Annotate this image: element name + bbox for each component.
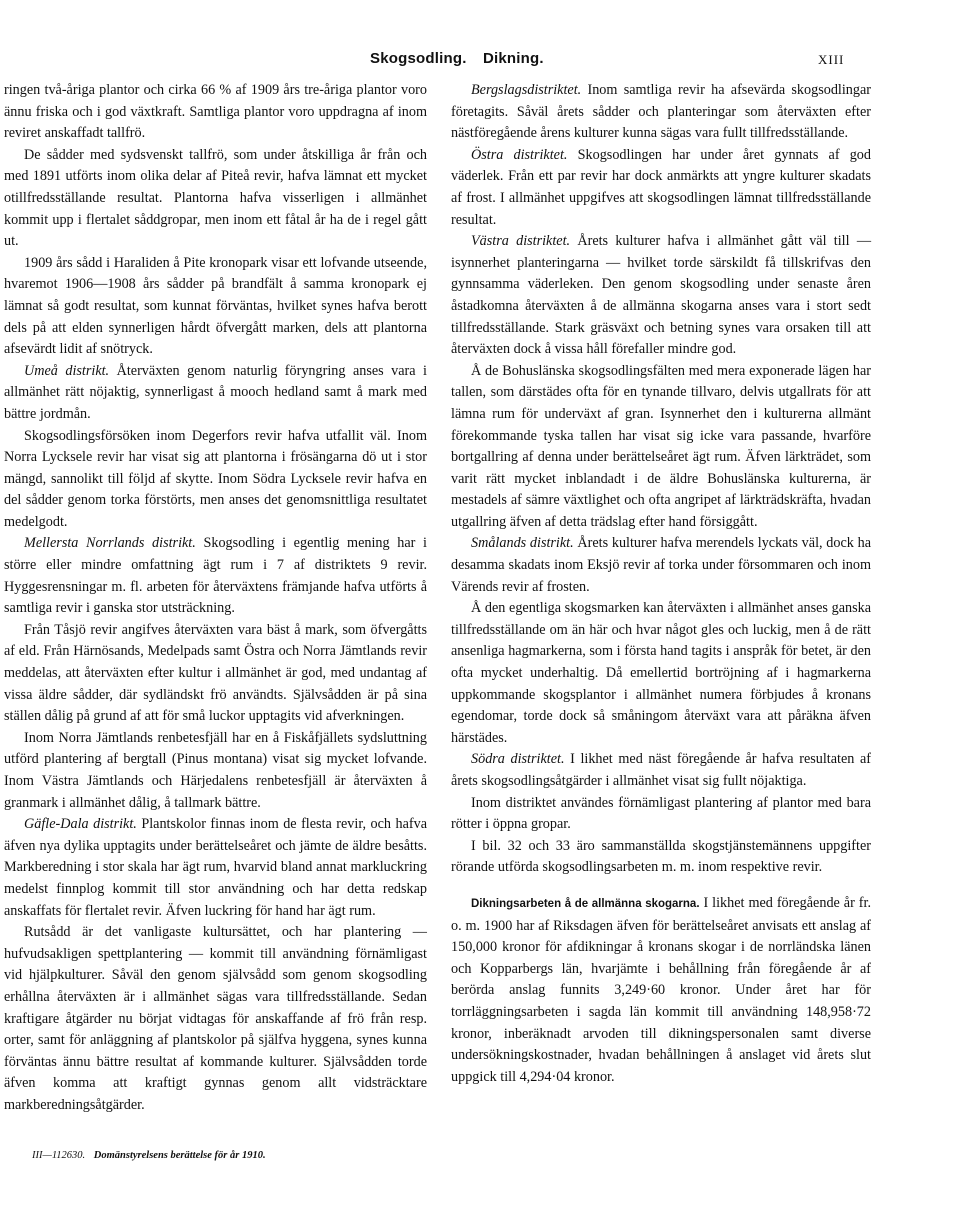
paragraph bbox=[4, 533, 427, 619]
paragraph-text: ringen två-åriga plantor och cirka 66 % af 1909 års tre-åriga plantor voro ännu friska och i god växtkraft. Samtliga plantor voro uppdragna af inom reviret anskaffadt tallfrö. bbox=[4, 82, 427, 142]
paragraph bbox=[4, 620, 427, 728]
paragraph-text: Plantskolor finnas inom de flesta revir, och hafva äfven nya dylika upptagits under berättelseåret och jämte de äldre besåtts. Markberedning i stor skala har ägt rum, hvarvid bland annat markluckring medelst finnplog kommit till stor användning och har detta redskap anskaffats för flertalet revir. Äfven luckring för hand har ägt rum. bbox=[4, 816, 427, 919]
running-title-left: Skogsodling. bbox=[370, 50, 467, 67]
paragraph bbox=[451, 145, 871, 231]
district-name: Smålands distrikt. bbox=[471, 535, 574, 552]
footer bbox=[32, 1150, 266, 1161]
paragraph-text: Rutsådd är det vanligaste kultursättet, och har plantering — hufvudsakligen spettplantering — kommit till användning förnämligast vid hjälpkulturer. Såväl den genom självsådd som genom skogsodling erhållna återväxten är i allmänhet sägas vara tillfredsställande. Sedan kraftigare åtgärder nu börjat vidtagas för anskaffande af frö från resp. orter, samt för anläggning af plantskolor på själfva hyggena, synes kunna förväntas ännu bättre resultat af kommande kulturer. Självsådden torde äfven komma att kraftigt gynnas genom allt vidsträcktare markberedningsåtgärder. bbox=[4, 924, 427, 1113]
page-header bbox=[0, 50, 960, 74]
left-column bbox=[4, 80, 427, 1117]
paragraph-text: Inom samtliga revir ha afsevärda skogsodlingar företagits. Såväl årets sådder och planteringar som återväxten efter nästföregående årens kulturer kunna sägas vara fullt tillfredsställande. bbox=[451, 82, 871, 142]
district-name: Mellersta Norrlands distrikt. bbox=[24, 535, 196, 552]
paragraph bbox=[451, 749, 871, 792]
paragraph-text: Å de Bohuslänska skogsodlingsfälten med mera exponerade lägen har tallen, som därstädes ofta för en tynande tillvaro, delvis utgallrats för att lämna rum för underväxt af gran. Isynnerhet den i kulturerna allmänt förekommande tyska tallen har visat sig icke vara passande, hvarföre bortgallring af denna under berättelseåret ägt rum. Äfven lärkträdet, som varit rätt mycket inblandadt i de äldre Bohuslänska kulturerna, är mestadels af sämre växtlighet och ofta angripet af lärkträdskräfta, hvadan utgallring äfven af detta trädslag efter hand försiggått. bbox=[451, 362, 871, 530]
running-title-right: Dikning. bbox=[482, 50, 544, 67]
paragraph-text: De sådder med sydsvenskt tallfrö, som under åtskilliga år från och med 1891 utförts inom olika delar af Piteå revir, hafva lämnat ett mycket otillfredsställande resultat. Plantorna hafva visserligen i allmänhet kommit upp i flertalet såddgropar, men inom ett fåtal år ha de i regel gått ut. bbox=[4, 146, 427, 250]
district-name: Östra distriktet. bbox=[471, 146, 568, 163]
paragraph bbox=[451, 533, 871, 598]
paragraph bbox=[451, 80, 871, 145]
paragraph bbox=[4, 922, 427, 1116]
district-name: Södra distriktet. bbox=[471, 751, 565, 768]
paragraph-text: Å den egentliga skogsmarken kan återväxten i allmänhet anses ganska tillfredsställande om än här och hvar något gles och luckig, men å de rätt ansenliga hagmarkerna, som i första hand tagits i anspråk för betet, är den ofta mycket underhaltig. Då emellertid bortröjning af i hagmarkerna uppkommande skogsplantor i allmänhet numera förbjudes å kronans egendomar, torde dock så småningom återväxt vara att påräkna äfven härstädes. bbox=[451, 600, 871, 746]
paragraph-text: Skogsodling i egentlig mening har i större eller mindre omfattning ägt rum i 7 af distriktets 9 revir. Hyggesrensningar m. fl. arbeten för återväxtens främjande hafva utförts å samtliga revir i ganska stor utsträckning. bbox=[4, 535, 427, 617]
district-name: Gäfle-Dala distrikt. bbox=[24, 816, 137, 833]
publication-title: Domänstyrelsens berättelse för år 1910. bbox=[93, 1150, 266, 1161]
paragraph-text: I likhet med föregående år fr. o. m. 1900 har af Riksdagen äfven för berättelseåret anvisats ett anslag af 150,000 kronor för afdikningar å kronans skogar i de norrländska länen och Kopparbergs län, hvarjämte i behållning från föregående år af berörda anslag funnits 3,249·60 kronor. Under året har för torrläggningsarbeten i sagda län kommit till användning 148,958·72 kronor, inberäknadt arvoden till dikningspersonalen samt diverse undersökningskostnader, hvadan behållningen å anslaget vid årets slut uppgick till 4,294·04 kronor. bbox=[451, 894, 871, 1085]
paragraph-text: Inom distriktet användes förnämligast plantering af plantor med bara rötter i öppna gropar. bbox=[451, 794, 871, 833]
paragraph-text: Inom Norra Jämtlands renbetesfjäll har en å Fiskåfjällets sydsluttning utförd plantering af bergtall (Pinus montana) visat sig mycket lofvande. Inom Västra Jämtlands och Härjedalens renbetesfjäll är återväxten å granmark i allmänhet dålig, å tallmark bättre. bbox=[4, 729, 427, 811]
paragraph bbox=[4, 253, 427, 361]
paragraph-text: I likhet med näst föregående år hafva resultaten af årets skogsodlingsåtgärder i allmänhet visat sig fullt nöjaktiga. bbox=[451, 751, 871, 789]
paragraph-text: Återväxten genom naturlig föryngring anses vara i allmänhet rätt nöjaktig, synnerligast å mooch hedland samt å mark med bättre jordmån. bbox=[4, 362, 427, 422]
district-name: Bergslagsdistriktet. bbox=[471, 82, 582, 98]
paragraph-text: Skogsodlingsförsöken inom Degerfors revir hafva utfallit väl. Inom Norra Lycksele revir har visat sig att plantorna i frösängarna dö ut i stor mängd, sannolikt till följd af skytte. Inom Södra Lycksele revir hafva en del sådder genom torka förstörts, men anses det genomsnittliga resultatet medelgodt. bbox=[4, 427, 427, 530]
district-name: Västra distriktet. bbox=[471, 233, 571, 250]
paragraph bbox=[4, 728, 427, 814]
paragraph-text: I bil. 32 och 33 äro sammanställda skogstjänstemännens uppgifter rörande utförda skogsodlingsarbeten m. m. inom respektive revir. bbox=[451, 837, 871, 876]
paragraph bbox=[4, 80, 427, 145]
paragraph bbox=[451, 836, 871, 879]
paragraph-text: 1909 års sådd i Haraliden å Pite kronopark visar ett lofvande utseende, hvaremot 1906—1908 års sådder på brandfält å samma kronopark ej lämnat så godt resultat, som kunnat förväntas, hvilket synes hafva berott dels på att elden synnerligen hårdt öfvergått marken, dels att plantorna afsevärdt lidit af snötryck. bbox=[4, 254, 427, 358]
right-column bbox=[451, 80, 871, 1088]
paragraph bbox=[4, 361, 427, 426]
paragraph bbox=[451, 598, 871, 749]
paragraph-text: Årets kulturer hafva i allmänhet gått väl till — isynnerhet planteringarna — hvilket torde särskildt få tillskrifvas den gynnsamma väderleken. Den genom skogsodling under senaste åren åstadkomna återväxten å de allmänna skogarna anses vara i stort sedt tillfredsställande. Stark gräsväxt och betning synes vara orsaken till att återväxten dock å vissa håll förefaller mindre god. bbox=[451, 233, 872, 358]
paragraph bbox=[451, 793, 871, 836]
paragraph-text: Årets kulturer hafva merendels lyckats väl, dock ha desamma skadats inom Eksjö revir af torka under försommaren och inom Värends revir af frosten. bbox=[451, 535, 871, 595]
section-gap bbox=[451, 879, 871, 893]
paragraph bbox=[451, 893, 871, 1088]
paragraph bbox=[4, 814, 427, 922]
district-name: Umeå distrikt. bbox=[24, 362, 110, 379]
paragraph bbox=[451, 361, 871, 534]
paragraph-text: Från Tåsjö revir angifves återväxten vara bäst å mark, som öfvergåtts af eld. Från Härnösands, Medelpads samt Östra och Norra Jämtlands revir meddelas, att återväxten efter kultur i allmänhet är god, med undantag af vissa äldre sådder, där sydländskt frö användts. Självsådden är på sina ställen dålig på grund af att för små luckor upptagits vid afverkningen. bbox=[4, 621, 427, 725]
print-code: III—112630. bbox=[32, 1150, 86, 1161]
section-heading: Dikningsarbeten å de allmänna skogarna. bbox=[471, 897, 700, 910]
page-number: XIII bbox=[818, 52, 845, 67]
running-title bbox=[370, 50, 556, 67]
paragraph bbox=[451, 231, 871, 361]
paragraph bbox=[4, 145, 427, 253]
paragraph bbox=[4, 426, 427, 534]
paragraph-text: Skogsodlingen har under året gynnats af god väderlek. Från ett par revir har dock anmärkts att yngre kulturer skadats af frost. I allmänhet uppgifves att skogsodlingen lämnat tillfredsställande resultat. bbox=[451, 146, 871, 228]
